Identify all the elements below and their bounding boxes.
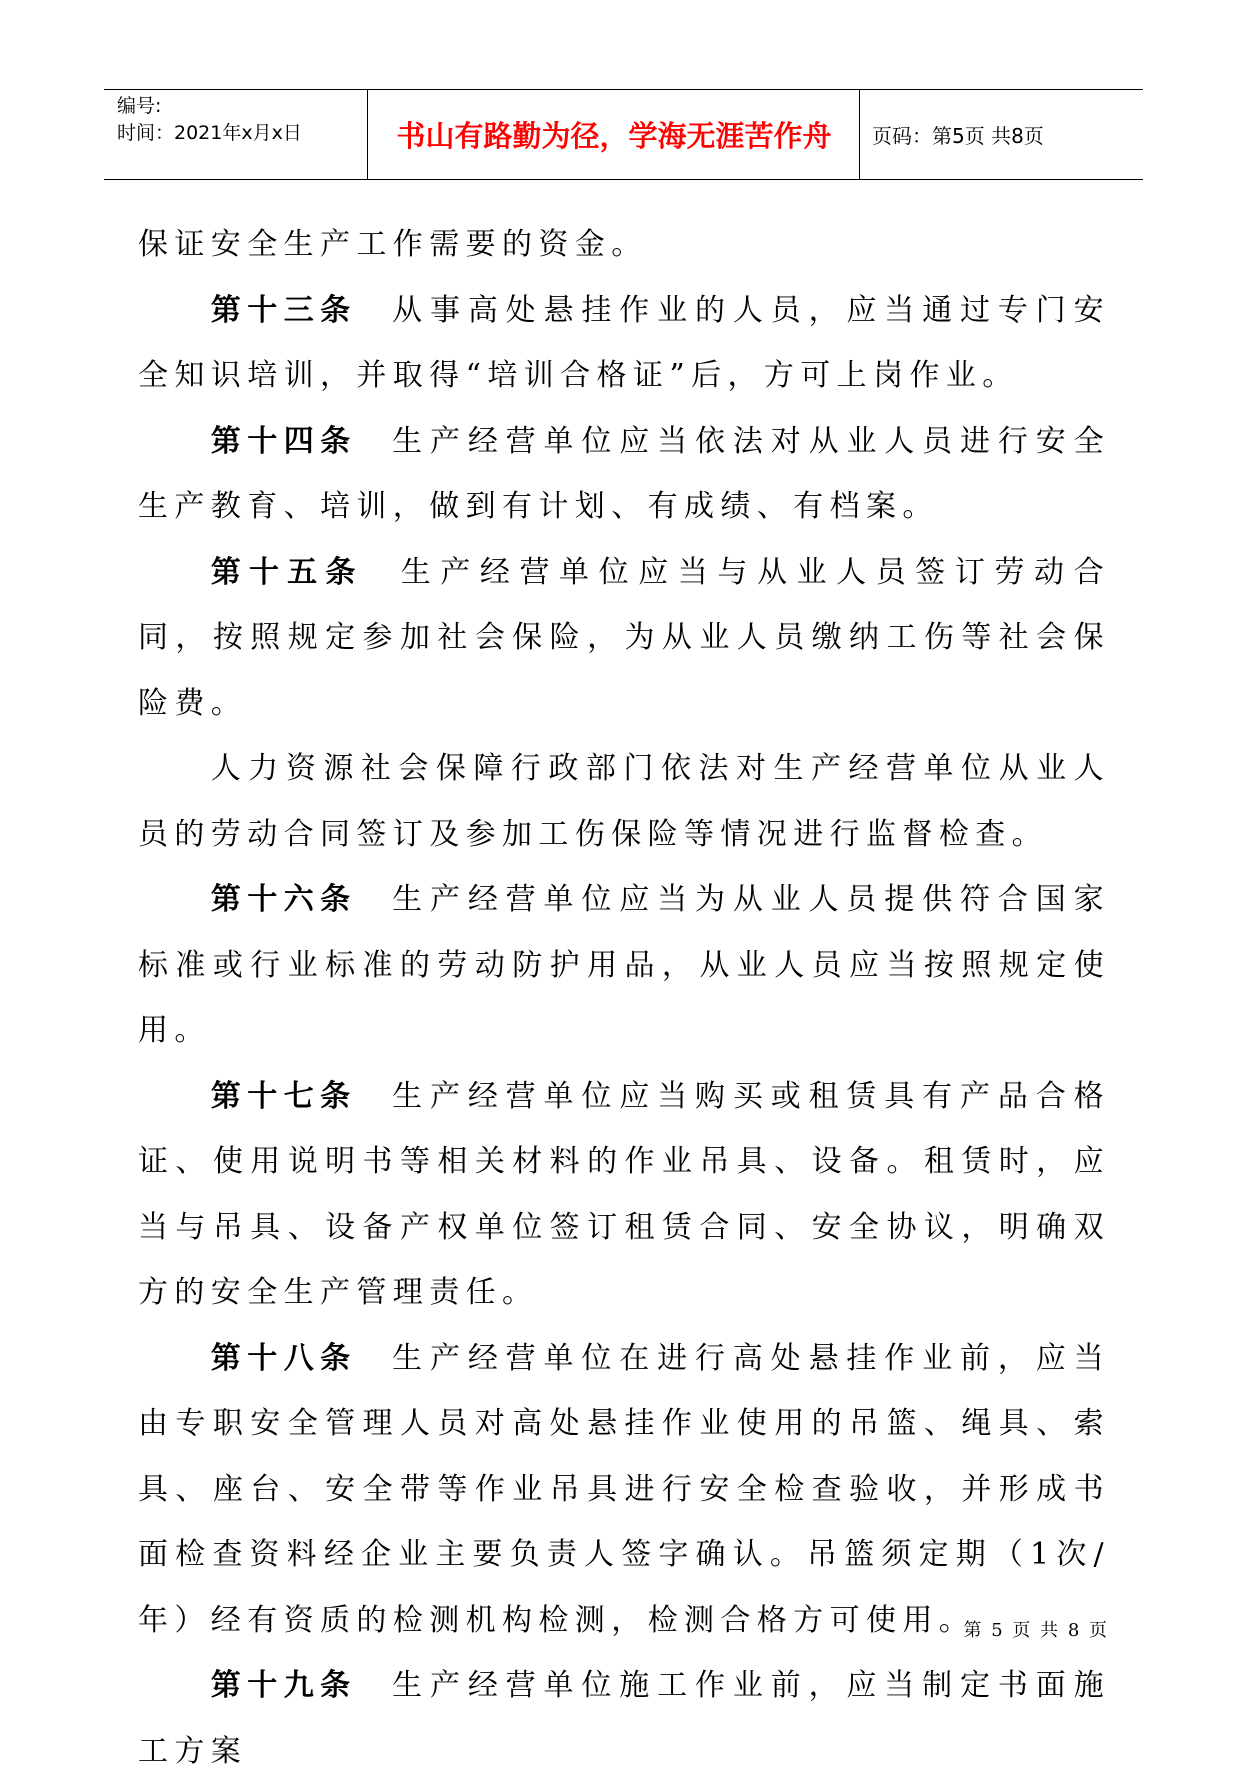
header-divider (859, 90, 860, 179)
header-meta (117, 93, 302, 147)
paragraph-text: 保证安全生产工作需要的资金。 (138, 227, 648, 262)
article-paragraph (138, 867, 1110, 1064)
article-paragraph (138, 1653, 1110, 1784)
article-number: 第十三条 (210, 292, 357, 328)
article-paragraph (138, 278, 1110, 409)
article-paragraph (138, 540, 1110, 737)
article-number: 第十七条 (210, 1078, 357, 1114)
article-number: 第十四条 (210, 423, 357, 459)
paragraph-text: 生产经营单位施工作业前，应当制定书面施工方案 (138, 1668, 1110, 1769)
article-number: 第十八条 (210, 1340, 357, 1376)
paragraph-text: 生产经营单位应当依法对从业人员进行安全生产教育、培训，做到有计划、有成绩、有档案。 (138, 423, 1110, 524)
paragraph-text: 生产经营单位应当与从业人员签订劳动合同，按照规定参加社会保险，为从业人员缴纳工伤等社会保险费。 (138, 554, 1111, 721)
header-page-info: 页码：第5页 共8页 (872, 123, 1044, 148)
article-number: 第十六条 (210, 882, 357, 917)
body-paragraph (138, 736, 1110, 867)
header-motto: 书山有路勤为径，学海无涯苦作舟 (396, 118, 832, 153)
header-divider (367, 90, 368, 179)
article-paragraph (138, 1064, 1110, 1326)
document-number-label: 编号: (117, 95, 162, 117)
paragraph-text: 人力资源社会保障行政部门依法对生产经营单位从业人员的劳动合同签订及参加工伤保险等情况进行监督检查。 (138, 751, 1110, 852)
body-paragraph (138, 212, 1110, 278)
page-footer: 第 5 页 共 8 页 (963, 1620, 1109, 1641)
article-paragraph (138, 1326, 1110, 1654)
document-body (138, 212, 1110, 1784)
paragraph-text: 从事高处悬挂作业的人员，应当通过专门安全知识培训，并取得“培训合格证”后，方可上岗作业。 (138, 292, 1110, 393)
article-number: 第十五条 (210, 554, 364, 590)
document-time-label: 时间：2021年x月x日 (117, 122, 302, 144)
article-number: 第十九条 (210, 1668, 357, 1703)
paragraph-text: 生产经营单位在进行高处悬挂作业前，应当由专职安全管理人员对高处悬挂作业使用的吊篮、绳具、索具、座台、安全带等作业吊具进行安全检查验收，并形成书面检查资料经企业主要负责人签字确认。吊篮须定期（1次/年）经有资质的检测机构检测，检测合格方可使用。 (138, 1340, 1110, 1638)
paragraph-text: 生产经营单位应当为从业人员提供符合国家标准或行业标准的劳动防护用品，从业人员应当按照规定使用。 (138, 882, 1110, 1048)
page-header (104, 89, 1143, 180)
article-paragraph (138, 409, 1110, 540)
paragraph-text: 生产经营单位应当购买或租赁具有产品合格证、使用说明书等相关材料的作业吊具、设备。租赁时，应当与吊具、设备产权单位签订租赁合同、安全协议，明确双方的安全生产管理责任。 (138, 1078, 1110, 1310)
